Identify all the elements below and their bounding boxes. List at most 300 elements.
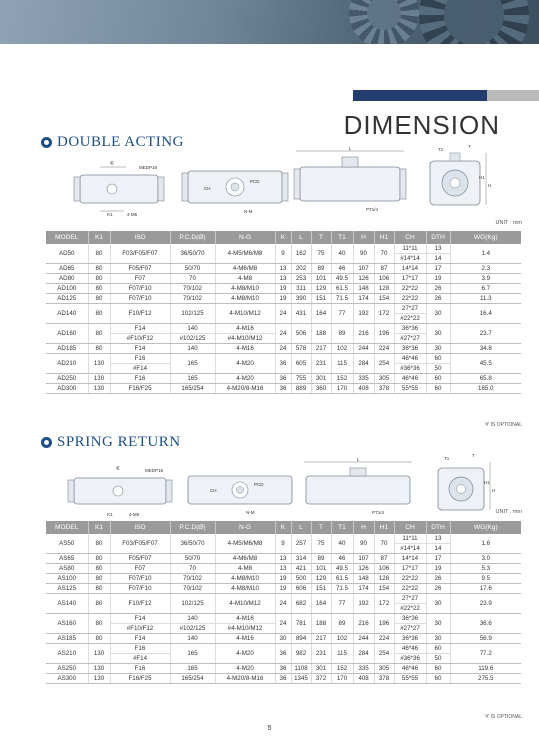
table-cell: F14 [110,344,170,354]
table-cell: 24 [275,344,291,354]
table-cell: 301 [311,664,331,674]
table-cell: 130 [88,354,110,374]
table-cell: 102 [331,344,353,354]
column-header: T [311,521,331,534]
spring-return-table [46,521,521,684]
table-cell: 14*14 [394,554,426,564]
table-cell: 253 [291,274,311,284]
table-cell: 70 [374,534,394,554]
table-cell: 170 [331,674,353,684]
column-header: T [311,231,331,244]
table-cell: 128 [374,284,394,294]
table-cell: 4-M8 [215,274,275,284]
table-cell: 231 [311,354,331,374]
table-cell [426,644,450,664]
table-cell: 500 [291,574,311,584]
table-cell: AS65 [46,554,88,564]
table-cell: 2.3 [450,264,521,274]
table-cell: 26 [426,574,450,584]
table-cell: 140 [170,634,215,644]
table-cell: 165 [170,374,215,384]
column-header: K1 [88,231,110,244]
pt-label: PT1/4 [366,207,379,212]
table-row [46,664,521,674]
side-view-drawing [60,155,180,217]
bullet-icon [41,437,52,448]
cell-line: 13 [434,245,442,252]
table-cell: 80 [88,244,110,264]
cell-line: F14 [134,615,146,622]
table-cell: 80 [88,614,110,634]
optional-note: '#' IS OPTIONAL [484,714,522,720]
table-header-row [46,231,521,244]
cell-line: F16 [134,355,146,362]
table-cell: 19 [275,294,291,304]
cell-line: 36*36 [401,325,419,332]
table-header-row [46,521,521,534]
nm-label: N-M [246,510,255,515]
table-cell: 196 [374,324,394,344]
table-cell: 311 [291,284,311,294]
table-cell: 224 [374,634,394,644]
t1-dim-label: T1 [444,456,450,461]
table-cell: 1345 [291,674,311,684]
table-cell: AD250 [46,374,88,384]
table-cell: 1108 [291,664,311,674]
table-cell: 36/50/70 [170,534,215,554]
table-cell: 22*22 [394,574,426,584]
table-cell: 80 [88,344,110,354]
table-cell: AD140 [46,304,88,324]
table-cell: 30 [426,324,450,344]
table-cell: AD210 [46,354,88,374]
section-heading-double-acting [41,134,184,151]
cell-line: #22*22 [395,313,426,323]
table-cell: F16/F25 [110,384,170,394]
table-cell: 90 [353,534,374,554]
table-cell: 4-M20/8-M16 [215,674,275,684]
table-cell: 982 [291,644,311,664]
column-header: H [353,231,374,244]
gear-graphic [349,0,419,44]
table-cell: 80 [88,264,110,274]
k1-dim-label: K1 [107,512,113,517]
ch-label: CH [204,186,211,191]
table-cell: AS50 [46,534,88,554]
cell-line: #27*27 [395,623,426,633]
table-cell: 19 [275,584,291,594]
cell-line: #F10/F12 [111,333,170,343]
table-cell: F07 [110,274,170,284]
table-row [46,674,521,684]
t-dim-label: T [472,453,475,458]
pt-label: PT1/4 [372,510,385,515]
table-cell: 4-M8 [215,564,275,574]
table-cell: 172 [374,304,394,324]
table-cell: 378 [374,384,394,394]
table-cell: 17 [426,554,450,564]
table-cell: 165 [170,664,215,674]
table-cell: 202 [291,264,311,274]
table-cell: 1.6 [450,534,521,554]
table-cell: 60 [426,374,450,384]
table-row [46,374,521,384]
table-row [46,584,521,594]
table-cell: 4-M20 [215,644,275,664]
section-title: DOUBLE ACTING [57,134,184,150]
table-cell: 130 [88,384,110,394]
table-cell: 254 [374,354,394,374]
table-cell: 154 [374,584,394,594]
table-cell: 87 [374,264,394,274]
table-cell: 36 [275,384,291,394]
table-cell: 408 [353,384,374,394]
cell-line: #14*14 [395,253,426,263]
table-cell: 130 [88,644,110,664]
table-cell: 1.4 [450,244,521,264]
table-cell: 70/102 [170,294,215,304]
column-header: K [275,521,291,534]
table-cell: 30 [275,634,291,644]
table-cell: 60 [426,384,450,394]
column-header: DTH [426,521,450,534]
table-cell: 106 [374,564,394,574]
table-cell: 30 [426,344,450,354]
table-cell: 115 [331,644,353,664]
table-row [46,534,521,554]
table-cell [394,304,426,324]
unit-label: UNIT : mm [495,509,522,515]
pcd-label: PCD [250,179,260,184]
table-cell: 70/102 [170,574,215,584]
table-cell: F05/F07 [110,264,170,274]
table-cell: 188 [311,324,331,344]
table-cell: 216 [353,614,374,634]
table-cell: 24 [275,594,291,614]
cell-line: 14 [427,253,450,263]
table-cell: 30 [426,594,450,614]
table-cell: 217 [311,634,331,644]
table-cell: AD50 [46,244,88,264]
table-cell: 4-M16 [215,344,275,354]
cell-line: 46*46 [401,645,419,652]
medp-label: MEDP18 [138,165,158,170]
nm-label: N-M [244,209,253,214]
cell-line: 27*27 [401,305,419,312]
table-cell: 77 [331,304,353,324]
table-row [46,644,521,664]
table-cell: 4-M20/8-M16 [215,384,275,394]
table-cell: 80 [88,594,110,614]
table-cell: 335 [353,374,374,384]
column-header: P.C.D(Ø) [170,521,215,534]
table-cell: 4-M8/M10 [215,574,275,584]
table-cell: 4-M8/M10 [215,294,275,304]
table-cell: 140 [170,344,215,354]
cell-line: #102/125 [171,333,215,343]
table-cell: 56.9 [450,634,521,644]
table-cell: F16 [110,664,170,674]
table-cell: 30 [426,614,450,634]
table-cell: 13 [275,554,291,564]
table-cell: 152 [331,374,353,384]
table-cell: 4-M16 [215,634,275,644]
column-header: N-G [215,231,275,244]
cell-line: #36*36 [395,363,426,373]
table-cell: 3.9 [450,274,521,284]
table-cell: 889 [291,384,311,394]
column-header: L [291,231,311,244]
cell-line: 140 [187,325,198,332]
table-cell: 19 [426,274,450,284]
table-cell: 115 [331,354,353,374]
table-cell: 244 [353,634,374,644]
column-header: WG(Kg) [450,521,521,534]
table-cell: 80 [88,324,110,344]
table-cell: F07/F10 [110,584,170,594]
column-header: L [291,521,311,534]
table-cell: F10/F12 [110,304,170,324]
column-header: P.C.D(Ø) [170,231,215,244]
column-header: H1 [374,521,394,534]
table-cell: 4-M20 [215,354,275,374]
table-cell: F10/F12 [110,594,170,614]
table-cell: 16.4 [450,304,521,324]
cell-line: 11*11 [402,245,418,252]
cell-line: 11*11 [402,535,418,542]
table-cell: 13 [275,564,291,574]
table-cell: 151 [311,584,331,594]
table-cell: 22*22 [394,294,426,304]
table-cell [110,354,170,374]
table-cell: 23.9 [450,594,521,614]
table-cell: 80 [88,634,110,644]
table-cell: 45.5 [450,354,521,374]
technical-drawings-double-acting [60,144,520,217]
h1-dim-label: H1 [479,175,485,180]
table-cell: AD65 [46,264,88,274]
section-heading-spring-return [41,434,181,451]
medp-label: MEDP18 [144,468,164,473]
table-cell: 4-M10/M12 [215,594,275,614]
table-cell: 151 [311,294,331,304]
table-cell: 164 [311,304,331,324]
cell-line: 60 [434,645,442,652]
table-cell: 49.5 [331,564,353,574]
table-cell: 130 [88,374,110,384]
table-cell: 130 [88,674,110,684]
column-header: H [353,521,374,534]
column-header: CH [394,521,426,534]
k-dim-label: K [110,161,114,167]
table-cell [394,534,426,554]
table-cell: 17.6 [450,584,521,594]
table-cell: 390 [291,294,311,304]
table-cell: 192 [353,594,374,614]
table-cell: 102 [331,634,353,644]
column-header: N-G [215,521,275,534]
table-cell: 174 [353,294,374,304]
table-cell: F14 [110,634,170,644]
cell-line: 4-M16 [236,325,254,332]
table-cell: 26 [426,584,450,594]
title-accent-bar [353,90,487,101]
t1-dim-label: T1 [438,147,444,152]
table-cell: AS140 [46,594,88,614]
table-cell: 70 [170,274,215,284]
column-header: ISO [110,231,170,244]
table-cell [394,594,426,614]
table-cell: AS300 [46,674,88,684]
table-cell [110,644,170,664]
table-row [46,344,521,354]
table-cell: 107 [353,554,374,564]
cell-line: 4-M16 [236,615,254,622]
table-cell: F07/F10 [110,574,170,584]
table-cell: 102/125 [170,304,215,324]
table-cell: 17 [426,264,450,274]
table-cell: F16 [110,374,170,384]
table-cell: 216 [353,324,374,344]
table-cell: 22*22 [394,284,426,294]
bottom-view-drawing [180,155,290,217]
table-cell: 9 [275,534,291,554]
table-row [46,244,521,264]
table-cell: F03/F05/F07 [110,534,170,554]
column-header: H1 [374,231,394,244]
table-cell: 50/70 [170,554,215,564]
cell-line: 140 [187,615,198,622]
table-cell: 196 [374,614,394,634]
table-cell: 305 [374,664,394,674]
table-cell: 80 [88,584,110,594]
table-cell: 606 [291,584,311,594]
table-cell: 102/125 [170,594,215,614]
table-cell: 192 [353,304,374,324]
table-cell [426,244,450,264]
table-cell: 152 [331,664,353,674]
table-cell: 24 [275,324,291,344]
table-cell: 129 [311,284,331,294]
cell-line: #22*22 [395,603,426,613]
table-cell: 36*36 [394,634,426,644]
table-cell: 90 [353,244,374,264]
table-cell: 3.0 [450,554,521,564]
section-title: SPRING RETURN [57,434,181,450]
table-cell: 77.2 [450,644,521,664]
table-cell: 188 [311,614,331,634]
table-cell [394,644,426,664]
table-cell: 11.3 [450,294,521,304]
table-cell: 128 [374,574,394,584]
cell-line: #27*27 [395,333,426,343]
table-cell: 22*22 [394,584,426,594]
title-accent-bar-gray [487,90,539,101]
cell-line: 13 [434,535,442,542]
table-cell: 164 [311,594,331,614]
table-cell: 6.7 [450,284,521,294]
table-cell: 314 [291,554,311,564]
table-cell: AS185 [46,634,88,644]
table-cell: 4-M6/M8 [215,554,275,564]
ch-label: CH [210,488,217,493]
table-cell: 165/254 [170,384,215,394]
table-row [46,554,521,564]
table-cell: F07/F10 [110,284,170,294]
table-row [46,264,521,274]
table-cell: 80 [88,534,110,554]
table-cell: 4-M8/M10 [215,584,275,594]
table-cell: 4-M8/M10 [215,284,275,294]
column-header: CH [394,231,426,244]
table-cell: 75 [311,244,331,264]
side-view-drawing [60,462,180,518]
table-cell: 154 [374,294,394,304]
cell-line: #F10/F12 [111,623,170,633]
table-cell: AD160 [46,324,88,344]
table-cell: 4-M5/M6/M8 [215,534,275,554]
table-cell: 9 [275,244,291,264]
table-cell [394,614,426,634]
table-cell: 126 [353,274,374,284]
table-row [46,294,521,304]
column-header: ISO [110,521,170,534]
table-cell: AD125 [46,294,88,304]
table-cell: 50/70 [170,264,215,274]
table-cell: 174 [353,584,374,594]
table-cell: 781 [291,614,311,634]
table-cell: 60 [426,674,450,684]
table-cell: AD300 [46,384,88,394]
table-cell: 71.5 [331,294,353,304]
table-cell: 36/50/70 [170,244,215,264]
column-header: WG(Kg) [450,231,521,244]
table-cell: F03/F05/F07 [110,244,170,264]
table-cell: 70 [170,564,215,574]
table-cell: 126 [353,564,374,574]
table-cell: AS210 [46,644,88,664]
k-dim-label: K [116,466,120,472]
table-cell: 101 [311,274,331,284]
table-cell: 30 [426,304,450,324]
table-cell: 148 [353,574,374,584]
table-cell: AS160 [46,614,88,634]
table-cell: F07 [110,564,170,574]
table-cell: 301 [311,374,331,384]
table-cell: 170 [331,384,353,394]
table-cell: 80 [88,304,110,324]
table-cell: 61.5 [331,284,353,294]
table-cell: 89 [311,554,331,564]
cell-line: 46*46 [401,355,419,362]
table-cell: 19 [426,564,450,574]
m5-label: 4-M5 [126,212,138,217]
cell-line: #14*14 [395,543,426,553]
table-cell: 70/102 [170,584,215,594]
table-cell: 431 [291,304,311,324]
table-cell: 130 [88,664,110,674]
table-cell: 165 [170,354,215,374]
table-cell: 49.5 [331,274,353,284]
table-cell: 101 [311,564,331,574]
table-row [46,614,521,634]
table-cell: 89 [331,324,353,344]
table-cell: 36 [275,354,291,374]
cell-line: 27*27 [401,595,419,602]
pcd-label: PCD [254,482,264,487]
table-cell: 13 [275,274,291,284]
table-cell: AS100 [46,574,88,584]
